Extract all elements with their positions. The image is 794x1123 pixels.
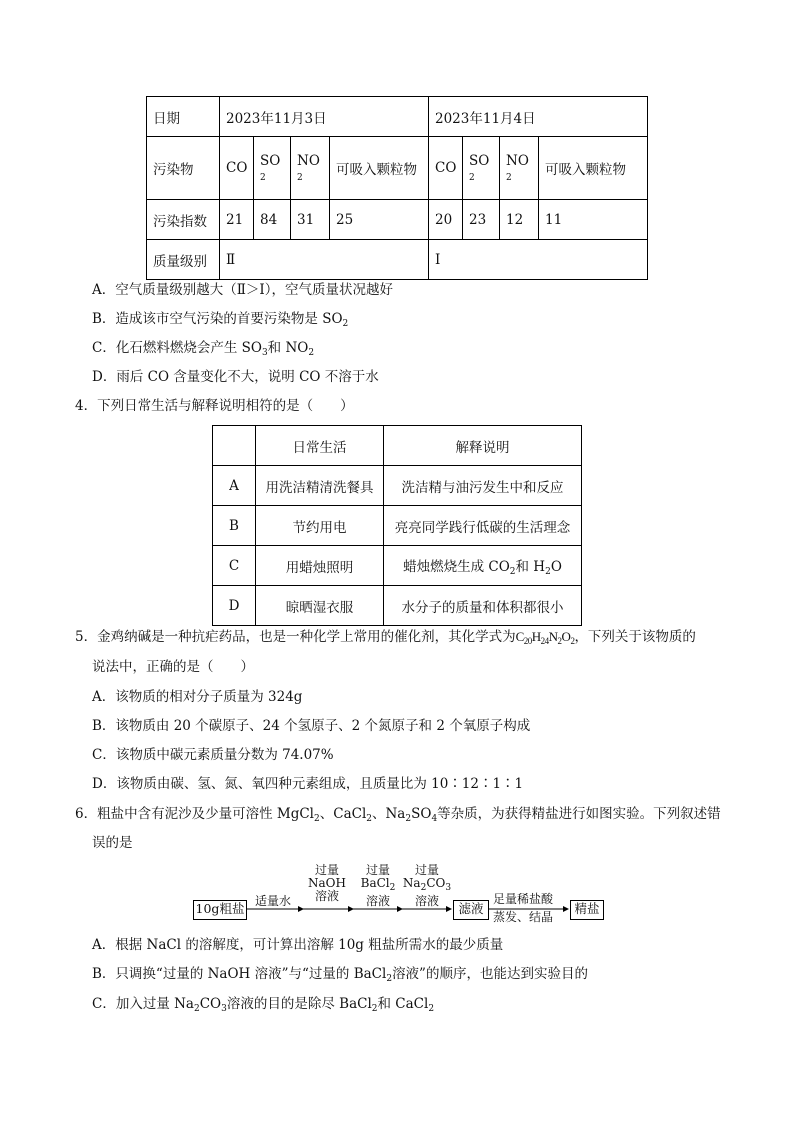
flow-step5-bottom: 蒸发、结晶 <box>492 910 553 924</box>
q3-option-c: C．化石燃料燃烧会产生 $SO_3$和 $NO_2$ <box>92 340 315 358</box>
flow-step3-label: 过量 BaCl$_2$ 溶液 <box>360 863 396 908</box>
index-value: 11 <box>539 200 648 240</box>
flow-start-box: 10g粗盐 <box>193 900 247 920</box>
pm-1: 可吸入颗粒物 <box>330 137 429 200</box>
row-key: C <box>213 546 256 586</box>
index-value: 31 <box>291 200 330 240</box>
date-1: 2023年11月3日 <box>220 97 429 137</box>
row-explain: 水分子的质量和体积都很小 <box>384 586 582 626</box>
q5-option-d: D．该物质由碳、氢、氮、氧四种元素组成，且质量比为 10∶12∶1∶1 <box>92 776 524 792</box>
co-1: CO <box>220 137 254 200</box>
q4-stem: 4．下列日常生活与解释说明相符的是（ ） <box>75 398 354 414</box>
row-life: 晾晒湿衣服 <box>256 586 384 626</box>
index-value: 12 <box>500 200 539 240</box>
q6-stem-line1: 6．粗盐中含有泥沙及少量可溶性 MgCl$_2$、CaCl$_2$、$Na_2SO_4$等杂质，为获得精盐进行如图实验。下列叙述错 <box>75 806 721 824</box>
q5-stem-line1: 5．金鸡纳碱是一种抗疟药品，也是一种化学上常用的催化剂，其化学式为$C_{20}H_{24}N_2O_2$，下列关于该物质的 <box>75 629 696 646</box>
date-2: 2023年11月4日 <box>429 97 648 137</box>
level-label: 质量级别 <box>147 240 220 280</box>
q3-option-d: D．雨后 CO 含量变化不大，说明 CO 不溶于水 <box>92 369 379 385</box>
so2-2: SO 2 <box>463 137 500 200</box>
row-life: 用蜡烛照明 <box>256 546 384 586</box>
row-explain: 洗洁精与油污发生中和反应 <box>384 466 582 506</box>
header-explain: 解释说明 <box>384 426 582 466</box>
q3-option-a: A．空气质量级别越大（Ⅱ＞Ⅰ），空气质量状况越好 <box>92 282 394 298</box>
index-value: 23 <box>463 200 500 240</box>
co-2: CO <box>429 137 463 200</box>
flow-filtrate-box: 滤液 <box>453 900 489 920</box>
flow-step2-label: 过量 NaOH 溶液 <box>308 863 346 903</box>
level-1: Ⅱ <box>220 240 429 280</box>
header-blank <box>213 426 256 466</box>
q6-option-b: B．只调换“过量的 NaOH 溶液”与“过量的 BaCl$_2$溶液”的顺序，也能达到实验目的 <box>92 966 588 984</box>
q6-stem-line2: 误的是 <box>92 835 133 851</box>
daily-life-table <box>212 425 582 626</box>
air-quality-table <box>146 96 648 280</box>
row-life: 节约用电 <box>256 506 384 546</box>
flow-step1-label: 适量水 <box>254 894 291 908</box>
index-value: 84 <box>254 200 291 240</box>
q6-option-c: C．加入过量 $Na_2CO_3$溶液的目的是除尽 BaCl$_2$和 CaCl$_2$ <box>92 996 435 1014</box>
index-value: 25 <box>330 200 429 240</box>
q5-option-a: A．该物质的相对分子质量为 324g <box>92 689 303 705</box>
q6-option-a: A．根据 NaCl 的溶解度，可计算出溶解 10g 粗盐所需水的最少质量 <box>92 937 504 953</box>
index-value: 20 <box>429 200 463 240</box>
q5-option-b: B．该物质由 20 个碳原子、24 个氢原子、2 个氮原子和 2 个氧原子构成 <box>92 718 531 734</box>
q3-option-b: B．造成该市空气污染的首要污染物是 $SO_2$ <box>92 311 349 329</box>
flow-step4-label: 过量 $Na_2CO_3$ 溶液 <box>402 863 452 908</box>
so2-1: SO 2 <box>254 137 291 200</box>
pollutant-label: 污染物 <box>147 137 220 200</box>
no2-1: NO 2 <box>291 137 330 200</box>
row-life: 用洗洁精清洗餐具 <box>256 466 384 506</box>
row-explain: 亮亮同学践行低碳的生活理念 <box>384 506 582 546</box>
q5-option-c: C．该物质中碳元素质量分数为 74.07% <box>92 747 334 763</box>
no2-2: NO 2 <box>500 137 539 200</box>
date-label: 日期 <box>147 97 220 137</box>
flow-end-box: 精盐 <box>570 900 604 920</box>
row-key: D <box>213 586 256 626</box>
flow-step5-top: 足量稀盐酸 <box>492 892 553 906</box>
header-life: 日常生活 <box>256 426 384 466</box>
chemical-formula: $C_{20}H_{24}N_2O_2$ <box>515 629 575 646</box>
pm-2: 可吸入颗粒物 <box>539 137 648 200</box>
row-explain: 蜡烛燃烧生成 $CO_2$和 $H_2O$ <box>384 546 582 586</box>
row-key: B <box>213 506 256 546</box>
q5-stem-line2: 说法中，正确的是（ ） <box>92 659 254 675</box>
index-label: 污染指数 <box>147 200 220 240</box>
level-2: Ⅰ <box>429 240 648 280</box>
row-key: A <box>213 466 256 506</box>
index-value: 21 <box>220 200 254 240</box>
